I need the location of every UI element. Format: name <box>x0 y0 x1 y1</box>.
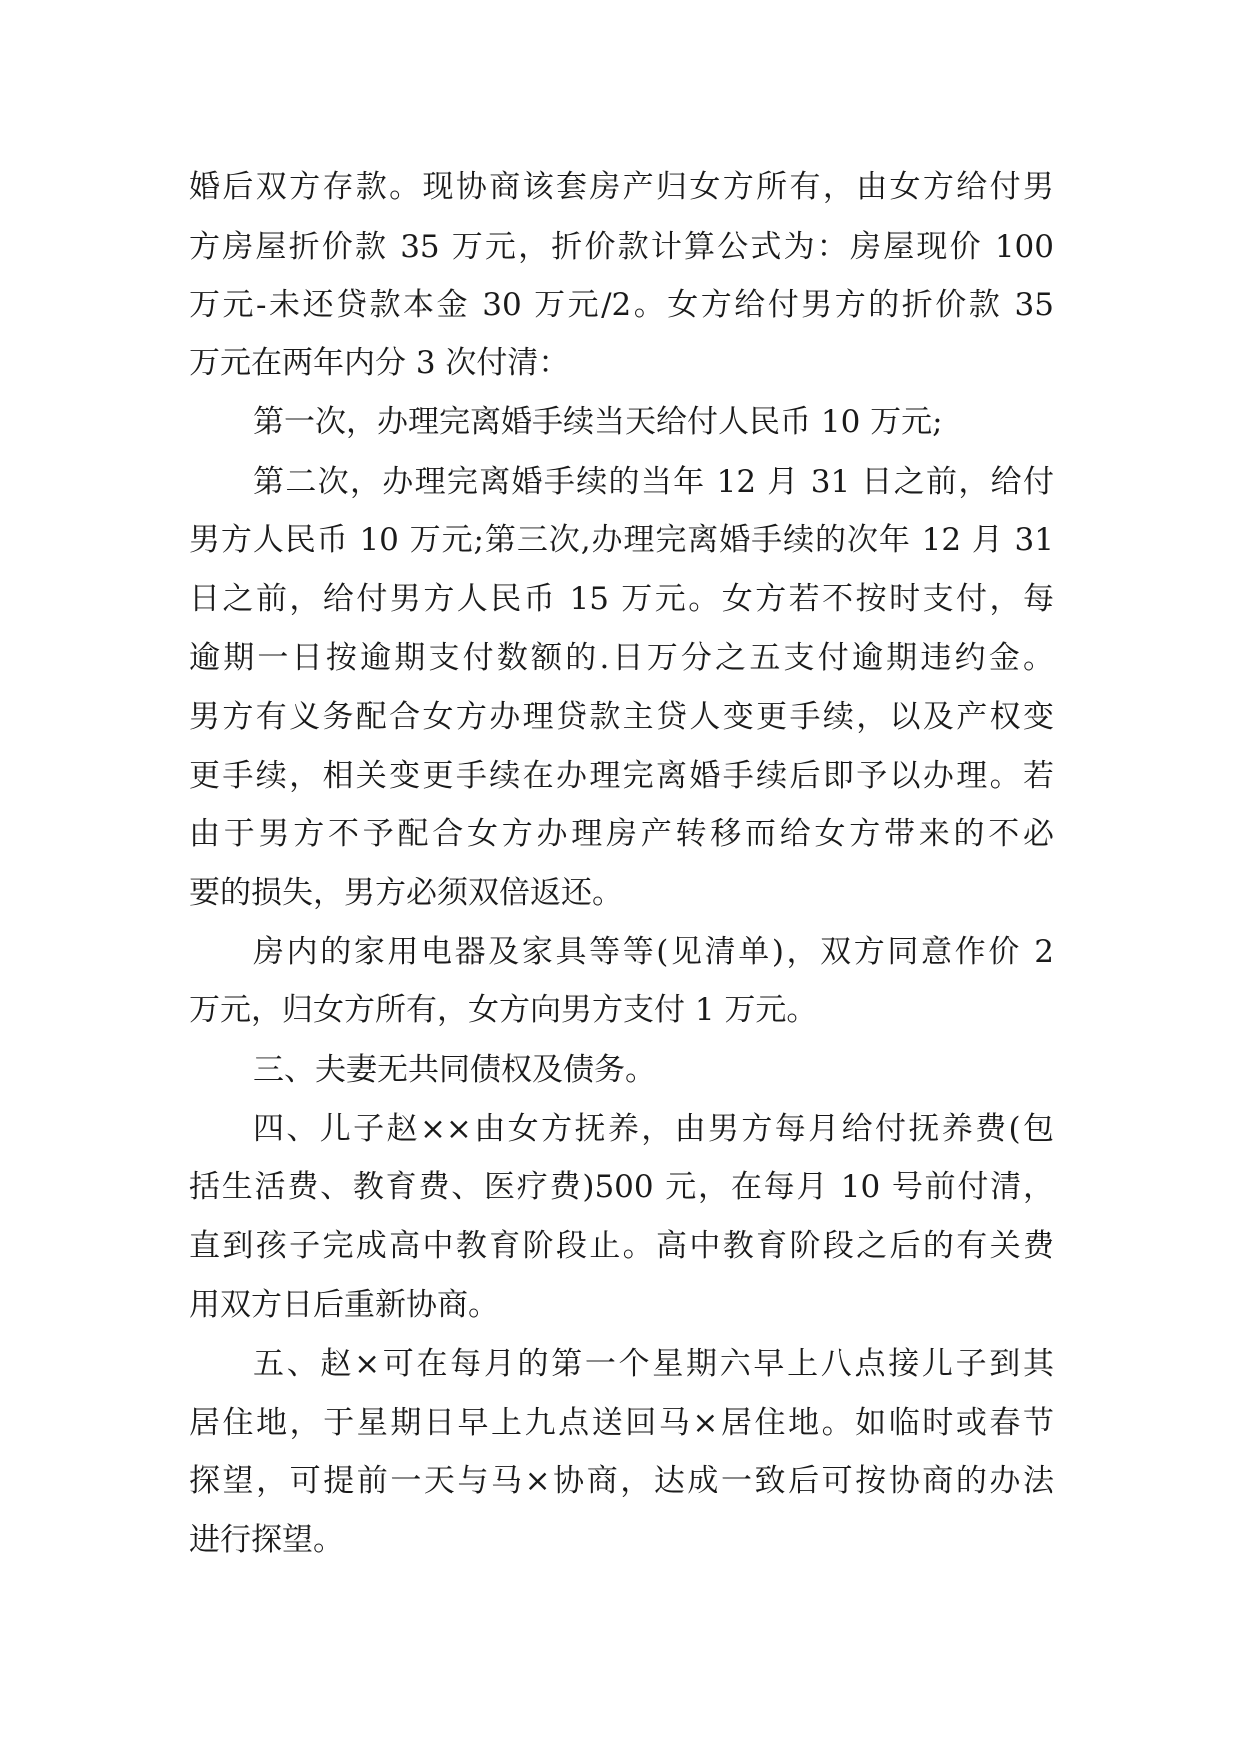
text-line: 更手续，相关变更手续在办理完离婚手续后即予以办理。若 <box>189 758 1054 794</box>
text-line: 由于男方不予配合女方办理房产转移而给女方带来的不必 <box>189 816 1054 852</box>
text-line: 要的损失，男方必须双倍返还。 <box>189 875 623 911</box>
text-line: 四、儿子赵××由女方抚养，由男方每月给付抚养费(包 <box>253 1111 1054 1147</box>
text-line: 万元-未还贷款本金 30 万元/2。女方给付男方的折价款 35 <box>189 287 1054 323</box>
text-line: 男方有义务配合女方办理贷款主贷人变更手续，以及产权变 <box>189 699 1054 735</box>
text-line: 万元，归女方所有，女方向男方支付 1 万元。 <box>189 992 818 1028</box>
text-line: 男方人民币 10 万元;第三次,办理完离婚手续的次年 12 月 31 <box>189 522 1054 558</box>
text-line: 房内的家用电器及家具等等(见清单)，双方同意作价 2 <box>253 934 1054 970</box>
text-line: 进行探望。 <box>189 1522 344 1558</box>
text-line: 直到孩子完成高中教育阶段止。高中教育阶段之后的有关费 <box>189 1228 1054 1264</box>
text-line: 用双方日后重新协商。 <box>189 1287 499 1323</box>
text-line: 婚后双方存款。现协商该套房产归女方所有，由女方给付男 <box>189 169 1054 205</box>
text-line: 括生活费、教育费、医疗费)500 元，在每月 10 号前付清， <box>189 1169 1054 1205</box>
text-line: 第一次，办理完离婚手续当天给付人民币 10 万元; <box>253 404 943 440</box>
text-line: 居住地，于星期日早上九点送回马×居住地。如临时或春节 <box>189 1405 1054 1441</box>
text-line: 万元在两年内分 3 次付清： <box>189 345 570 381</box>
text-line: 日之前，给付男方人民币 15 万元。女方若不按时支付，每 <box>189 581 1054 617</box>
text-line: 五、赵×可在每月的第一个星期六早上八点接儿子到其 <box>253 1346 1054 1382</box>
text-line: 三、夫妻无共同债权及债务。 <box>253 1052 656 1088</box>
text-line: 探望，可提前一天与马×协商，达成一致后可按协商的办法 <box>189 1463 1054 1499</box>
text-line: 第二次，办理完离婚手续的当年 12 月 31 日之前，给付 <box>253 464 1054 500</box>
text-line: 逾期一日按逾期支付数额的.日万分之五支付逾期违约金。 <box>189 640 1054 676</box>
text-line: 方房屋折价款 35 万元，折价款计算公式为：房屋现价 100 <box>189 229 1054 265</box>
